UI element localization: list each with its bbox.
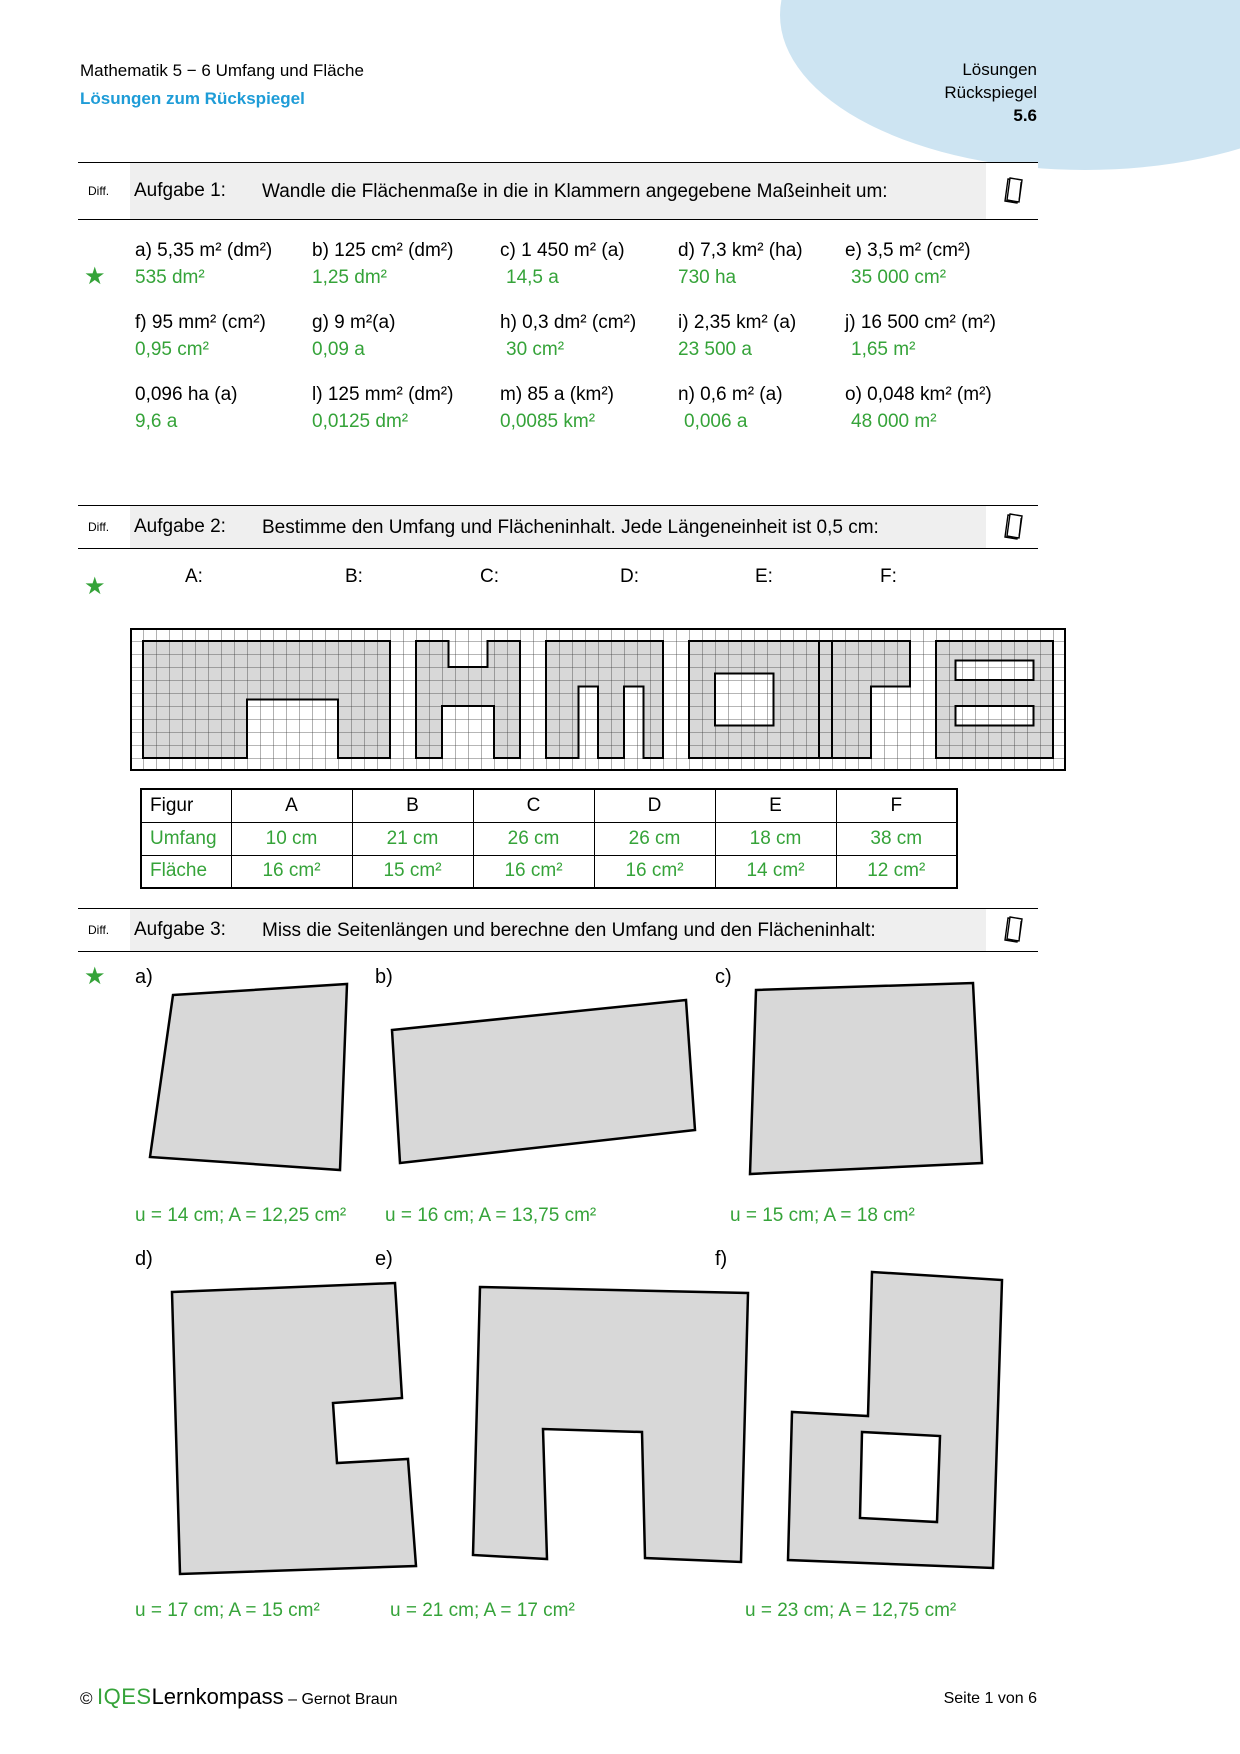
figure-label-c: C: xyxy=(480,566,499,587)
shape-c xyxy=(750,983,982,1174)
exercise-item: o) 0,048 km² (m²) 48 000 m² xyxy=(845,384,992,432)
exercise-item: e) 3,5 m² (cm²) 35 000 cm² xyxy=(845,240,971,288)
header-left xyxy=(80,60,364,110)
shape-b xyxy=(392,1000,695,1163)
task1-diff-label: Diff. xyxy=(78,163,130,219)
task1-header xyxy=(130,163,986,219)
task2-header xyxy=(130,506,986,548)
task1-header-band xyxy=(78,162,1038,220)
task2-header-band xyxy=(78,505,1038,549)
shape-label-b: b) xyxy=(375,966,393,988)
difficulty-star-task1: ★ xyxy=(84,263,106,290)
exercise-item: b) 125 cm² (dm²) 1,25 dm² xyxy=(312,240,454,288)
book-icon xyxy=(986,506,1038,548)
exercise-item: d) 7,3 km² (ha) 730 ha xyxy=(678,240,803,288)
figure-label-b: B: xyxy=(345,566,363,587)
difficulty-star-task3: ★ xyxy=(84,963,106,990)
exercise-item: c) 1 450 m² (a) 14,5 a xyxy=(500,240,625,288)
shape-d xyxy=(172,1283,416,1574)
exercise-item: g) 9 m²(a) 0,09 a xyxy=(312,312,396,360)
shape-label-c: c) xyxy=(715,966,732,988)
exercise-item: m) 85 a (km²) 0,0085 km² xyxy=(500,384,614,432)
answer-a: u = 14 cm; A = 12,25 cm² xyxy=(135,1205,347,1226)
shape-f xyxy=(788,1272,1002,1568)
answer-c: u = 15 cm; A = 18 cm² xyxy=(730,1205,915,1226)
exercise-item: 0,096 ha (a) 9,6 a xyxy=(135,384,238,432)
author: – Gernot Braun xyxy=(288,1691,398,1708)
shape-label-f: f) xyxy=(715,1248,728,1270)
shape-label-e: e) xyxy=(375,1248,393,1270)
brand-lernkompass: Lernkompass xyxy=(151,1684,284,1709)
exercise-item: j) 16 500 cm² (m²) 1,65 m² xyxy=(845,312,996,360)
table-row-umfang: Umfang 10 cm 21 cm 26 cm 26 cm 18 cm 38 cm xyxy=(141,822,957,855)
task3-header xyxy=(130,909,986,951)
sheet-number: 5.6 xyxy=(1013,106,1037,125)
answer-d: u = 17 cm; A = 15 cm² xyxy=(135,1600,320,1621)
task2-diff-label: Diff. xyxy=(78,506,130,548)
task1-solutions xyxy=(135,240,1020,456)
difficulty-star-task2: ★ xyxy=(84,573,106,600)
measured-shapes xyxy=(80,960,1160,1590)
course-title: Mathematik 5 − 6 Umfang und Fläche xyxy=(80,61,364,80)
page-number: Seite 1 von 6 xyxy=(943,1690,1037,1707)
brand-iqes: IQES xyxy=(96,1684,152,1709)
figure-label-a: A: xyxy=(185,566,203,587)
exercise-item: a) 5,35 m² (dm²) 535 dm² xyxy=(135,240,273,288)
task2-label: Aufgabe 2: xyxy=(134,516,226,537)
exercise-item: n) 0,6 m² (a) 0,006 a xyxy=(678,384,783,432)
book-icon xyxy=(986,909,1038,951)
grid-figures xyxy=(130,628,1066,771)
results-table xyxy=(140,788,958,889)
exercise-item: l) 125 mm² (dm²) 0,0125 dm² xyxy=(312,384,454,432)
table-header-row: Figur A B C D E F xyxy=(141,789,957,822)
exercise-item: h) 0,3 dm² (cm²) 30 cm² xyxy=(500,312,637,360)
header-right-line1: Lösungen xyxy=(962,60,1037,79)
task3-diff-label: Diff. xyxy=(78,909,130,951)
task1-label: Aufgabe 1: xyxy=(134,180,226,201)
figure-label-e: E: xyxy=(755,566,773,587)
answer-e: u = 21 cm; A = 17 cm² xyxy=(390,1600,575,1621)
shape-label-a: a) xyxy=(135,966,153,988)
task3-label: Aufgabe 3: xyxy=(134,919,226,940)
task3-header-band xyxy=(78,908,1038,952)
shape-a xyxy=(150,984,347,1170)
task3-description: Miss die Seitenlängen und berechne den Umfang und den Flächeninhalt: xyxy=(262,919,876,941)
task2-description: Bestimme den Umfang und Flächeninhalt. Jede Längeneinheit ist 0,5 cm: xyxy=(262,516,879,538)
exercise-item: i) 2,35 km² (a) 23 500 a xyxy=(678,312,797,360)
figure-label-f: F: xyxy=(880,566,897,587)
table-row-flaeche: Fläche 16 cm² 15 cm² 16 cm² 16 cm² 14 cm² 12 cm² xyxy=(141,855,957,888)
copyright-symbol: © xyxy=(80,1689,93,1708)
figure-label-d: D: xyxy=(620,566,639,587)
shape-e xyxy=(473,1287,748,1562)
page-title: Lösungen zum Rückspiegel xyxy=(80,89,305,108)
answer-b: u = 16 cm; A = 13,75 cm² xyxy=(385,1205,597,1226)
answer-f: u = 23 cm; A = 12,75 cm² xyxy=(745,1600,957,1621)
footer xyxy=(80,1684,398,1710)
header-right-line2: Rückspiegel xyxy=(944,83,1037,102)
shape-label-d: d) xyxy=(135,1248,153,1270)
book-icon xyxy=(986,163,1038,219)
exercise-item: f) 95 mm² (cm²) 0,95 cm² xyxy=(135,312,266,360)
task1-description: Wandle die Flächenmaße in die in Klammern angegebene Maßeinheit um: xyxy=(262,180,888,202)
header-right xyxy=(944,58,1037,127)
